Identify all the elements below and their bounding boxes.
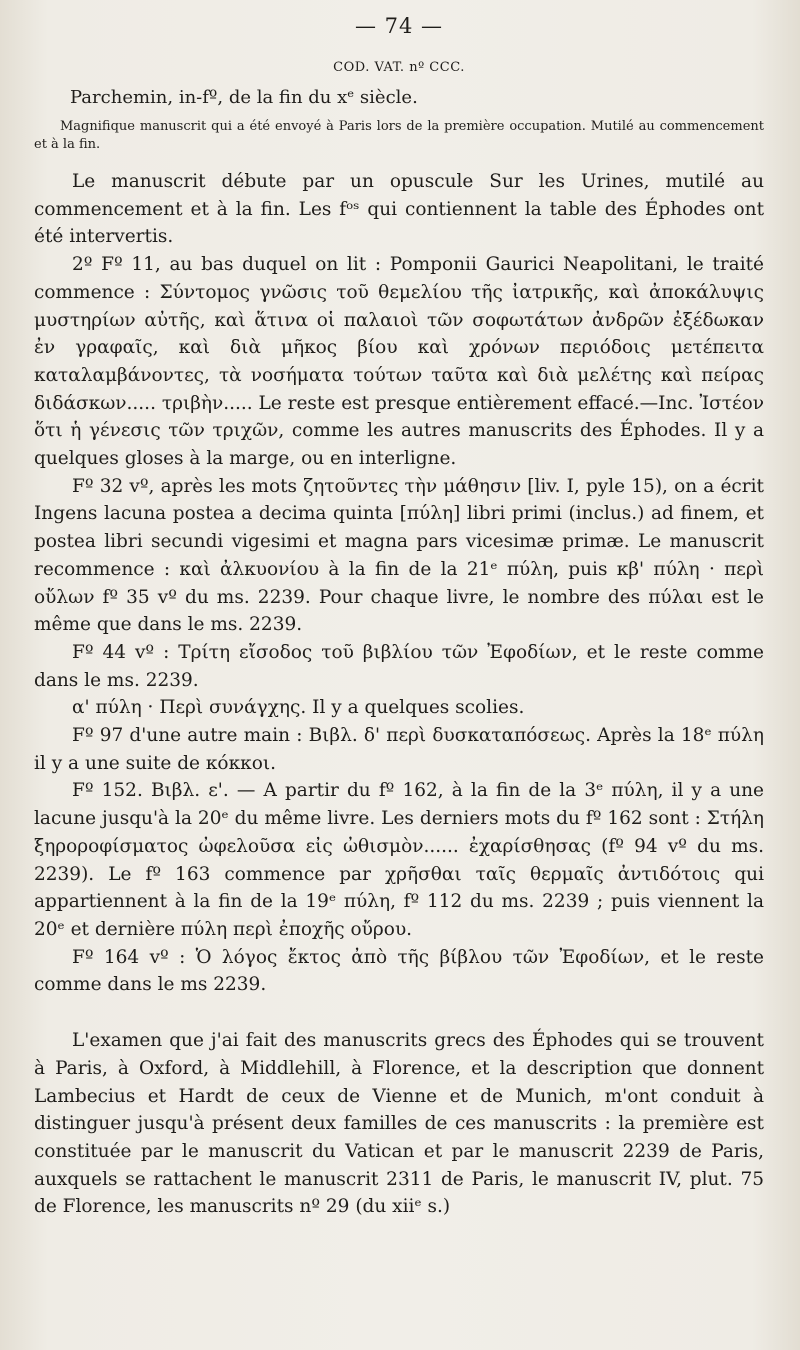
- paragraph-intro: Le manuscrit débute par un opuscule Sur les Urines, mutilé au commencement et à la fin. Les fᵒˢ qui contiennent la table des Éphodes ont été intervertis.: [34, 171, 764, 248]
- paragraph-examen: L'examen que j'ai fait des manuscrits grecs des Éphodes qui se trouvent à Paris, à Oxford, à Middlehill, à Florence, et la description que donnent Lambecius et Hardt de ceux de Vienne et de Munich, m'ont conduit à distinguer jusqu'à présent deux familles de ces manuscrits : la première est constituée par le manuscrit du Vatican et par le manuscrit 2239 de Paris, auxquels se rattachent le manuscrit 2311 de Paris, le manuscrit IV, plut. 75 de Florence, les manuscrits nº 29 (du xiiᵉ s.): [34, 1030, 764, 1218]
- paragraph-folio-44: Fº 44 vº : Τρίτη εἴσοδος τοῦ βιβλίου τῶν Ἐφοδίων, et le reste comme dans le ms. 2239.: [34, 641, 764, 691]
- description-note: Magnifique manuscrit qui a été envoyé à Paris lors de la première occupation. Mutilé au commencement et à la fin.: [34, 119, 764, 152]
- section-gap: [34, 999, 764, 1027]
- paragraph-folio-97: Fº 97 d'une autre main : Βιβλ. δ' περὶ δυσκαταπόσεως. Après la 18ᵉ πύλη il y a une suite de κόκκοι.: [34, 725, 764, 774]
- page-number: — 74 —: [354, 14, 444, 38]
- paragraph-folio-11: 2º Fº 11, au bas duquel on lit : Pomponii Gaurici Neapolitani, le traité commence : Σύντομος γνῶσις τοῦ θεμελίου τῆς ἰατρικῆς, καὶ ἀποκάλυψις μυστηρίων αὐτῆς, καὶ ἅτινα οἱ παλαιοὶ τῶν σοφωτάτων ἀνδρῶν ἐξέδωκαν ἐν γραφαῖς, καὶ διὰ μῆκος βίου καὶ χρόνων περιόδοις μετέπειτα καταλαμβάνοντες, τὰ νοσήματα τούτων ταῦτα καὶ διὰ μελέτης καὶ πείρας διδάσκων..... τριβὴν..... Le reste est presque entièrement effacé.—Inc. Ἰστέον ὅτι ἡ γένεσις τῶν τριχῶν, comme les autres manuscrits des Éphodes. Il y a quelques gloses à la marge, ou en interligne.: [34, 254, 764, 470]
- codex-heading: COD. VAT. nº CCC.: [333, 60, 465, 75]
- paragraph-folio-152: Fº 152. Βιβλ. ε'. — A partir du fº 162, à la fin de la 3ᵉ πύλη, il y a une lacune jusqu'à la 20ᵉ du même livre. Les derniers mots du fº 162 sont : Στήλη ξηροροφίσματος ὠφελοῦσα εἰς ὠθισμὸν...... ἐχαρίσθησας (fº 94 vº du ms. 2239). Le fº 163 commence par χρῆσθαι ταῖς θερμαῖς ἀντιδότοις qui appartiennent à la fin de la 19ᵉ πύλη, fº 112 du ms. 2239 ; puis viennent la 20ᵉ et dernière πύλη περὶ ἐποχῆς οὔρου.: [34, 780, 764, 940]
- paragraph-pyle-1: α' πύλη · Περὶ συνάγχης. Il y a quelques scolies.: [72, 697, 525, 719]
- material-line: Parchemin, in-fº, de la fin du xᵉ siècle.: [70, 87, 418, 108]
- paragraph-folio-164: Fº 164 vº : Ὁ λόγος ἔκτος ἀπὸ τῆς βίβλου τῶν Ἐφοδίων, et le reste comme dans le ms 2239.: [34, 946, 764, 996]
- paragraph-folio-32: Fº 32 vº, après les mots ζητοῦντες τὴν μάθησιν [liv. I, pyle 15), on a écrit Ingens lacuna postea a decima quinta [πύλη] libri primi (inclus.) ad finem, et postea libri secundi vigesimi et magna pars vicesimæ primæ. Le manuscrit recommence : καὶ ἀλκυονίου à la fin de la 21ᵉ πύλη, puis κβ' πύλη · περὶ οὔλων fº 35 vº du ms. 2239. Pour chaque livre, le nombre des πύλαι est le même que dans le ms. 2239.: [34, 475, 764, 636]
